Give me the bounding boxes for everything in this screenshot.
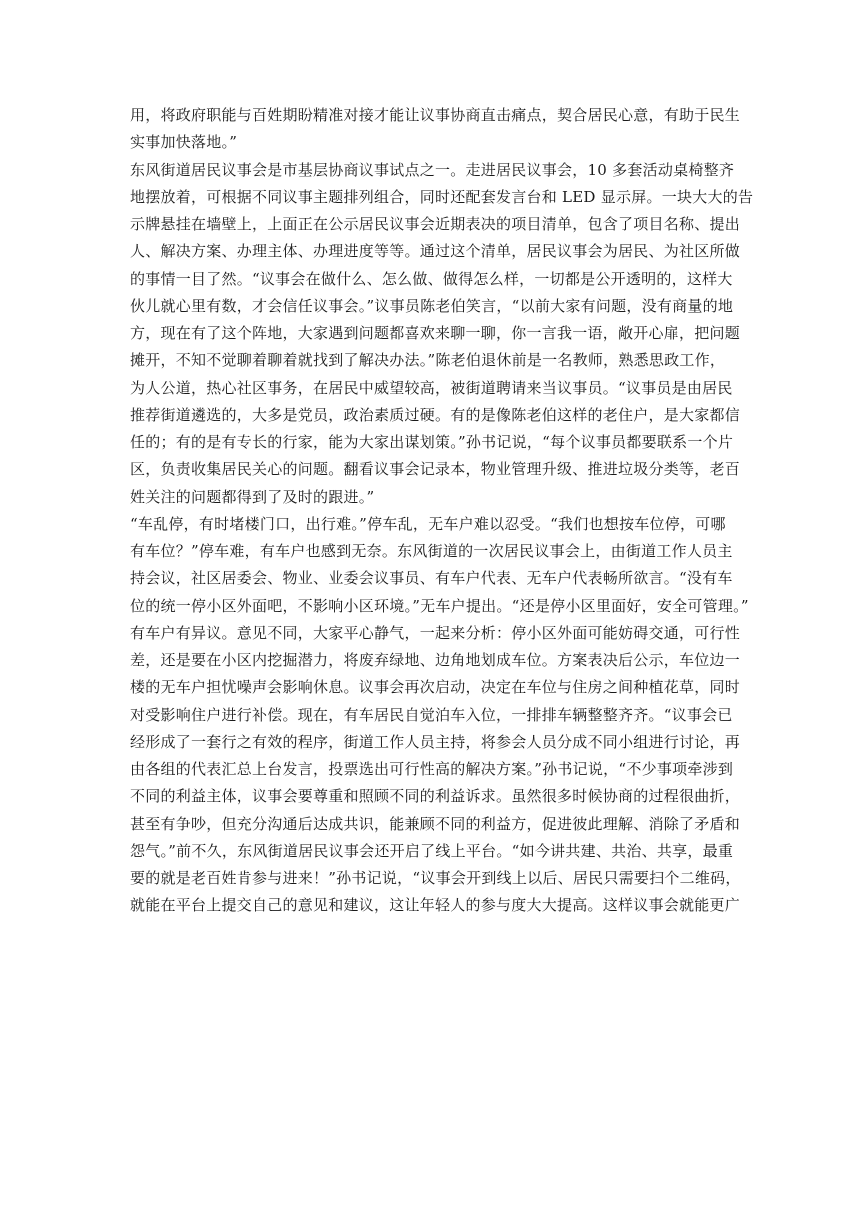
text-line: 区，负责收集居民关心的问题。翻看议事会记录本，物业管理升级、推进垃圾分类等，老百 xyxy=(130,460,741,479)
text-line: 用，将政府职能与百姓期盼精准对接才能让议事协商直击痛点，契合居民心意，有助于民生 xyxy=(130,106,741,124)
text-line: 为人公道，热心社区事务，在居民中威望较高，被街道聘请来当议事员。“议事员是由居民 xyxy=(130,378,733,397)
text-line: 要的就是老百姓肯参与进来！”孙书记说，“议事会开到线上以后、居民只需要扫个二维码， xyxy=(130,869,741,887)
text-line: 楼的无车户担忧噪声会影响休息。议事会再次启动，决定在车位与住房之间种植花草，同时 xyxy=(130,678,741,697)
text-line: 示牌悬挂在墙壁上，上面正在公示居民议事会近期表决的项目清单，包含了项目名称、提出 xyxy=(130,215,741,233)
article-body xyxy=(130,102,790,920)
text-line: 对受影响住户进行补偿。现在，有车居民自觉泊车入位，一排排车辆整整齐齐。“议事会已 xyxy=(130,705,733,724)
text-line: 实事加快落地。” xyxy=(130,133,238,152)
text-line: 差，还是要在小区内挖掘潜力，将废弃绿地、边角地划成车位。方案表决后公示，车位边一 xyxy=(130,651,741,669)
text-line: 方，现在有了这个阵地，大家遇到问题都喜欢来聊一聊，你一言我一语，敞开心扉，把问题 xyxy=(130,324,741,342)
text-line: 持会议，社区居委会、物业、业委会议事员、有车户代表、无车户代表畅所欲言。“没有车 xyxy=(130,569,733,588)
text-line: 推荐街道遴选的，大多是党员，政治素质过硬。有的是像陈老伯这样的老住户，是大家都信 xyxy=(130,405,741,424)
text-line: 东风街道居民议事会是市基层协商议事试点之一。走进居民议事会，10 多套活动桌椅整齐 xyxy=(130,160,735,179)
text-line: 有车位？”停车难，有车户也感到无奈。东风街道的一次居民议事会上，由街道工作人员主 xyxy=(130,542,733,560)
text-line: 的事情一目了然。“议事会在做什么、怎么做、做得怎么样，一切都是公开透明的，这样大 xyxy=(130,269,733,288)
text-line: 姓关注的问题都得到了及时的跟进。” xyxy=(130,487,375,506)
text-line: 任的；有的是有专长的行家，能为大家出谋划策。”孙书记说，“每个议事员都要联系一个片 xyxy=(130,433,734,451)
text-line: 不同的利益主体，议事会要尊重和照顾不同的利益诉求。虽然很多时候协商的过程很曲折， xyxy=(130,787,741,806)
text-line: 由各组的代表汇总上台发言，投票选出可行性高的解决方案。”孙书记说，“不少事项牵涉到 xyxy=(130,760,734,778)
text-line: 就能在平台上提交自己的意见和建议，这让年轻人的参与度大大提高。这样议事会就能更广 xyxy=(130,896,741,915)
text-line: 地摆放着，可根据不同议事主题排列组合，同时还配套发言台和 LED 显示屏。一块大大的告 xyxy=(130,187,754,206)
text-line: 伙儿就心里有数，才会信任议事会。”议事员陈老伯笑言，“以前大家有问题，没有商量的地 xyxy=(130,296,734,315)
text-line: 摊开，不知不觉聊着聊着就找到了解决办法。”陈老伯退休前是一名教师，熟悉思政工作， xyxy=(130,351,726,370)
text-line: “车乱停，有时堵楼门口，出行难。”停车乱，无车户难以忍受。“我们也想按车位停，可哪 xyxy=(130,514,726,533)
text-line: 经形成了一套行之有效的程序，街道工作人员主持，将参会人员分成不同小组进行讨论，再 xyxy=(130,732,741,751)
text-line: 位的统一停小区外面吧，不影响小区环境。”无车户提出。“还是停小区里面好，安全可管理。” xyxy=(130,596,749,615)
text-line: 甚至有争吵，但充分沟通后达成共识，能兼顾不同的利益方，促进彼此理解、消除了矛盾和 xyxy=(130,814,741,833)
text-line: 有车户有异议。意见不同，大家平心静气，一起来分析：停小区外面可能妨碍交通，可行性 xyxy=(130,623,741,642)
text-line: 怨气。”前不久，东风街道居民议事会还开启了线上平台。“如今讲共建、共治、共享，最重 xyxy=(130,841,734,860)
text-line: 人、解决方案、办理主体、办理进度等等。通过这个清单，居民议事会为居民、为社区所做 xyxy=(130,242,741,261)
